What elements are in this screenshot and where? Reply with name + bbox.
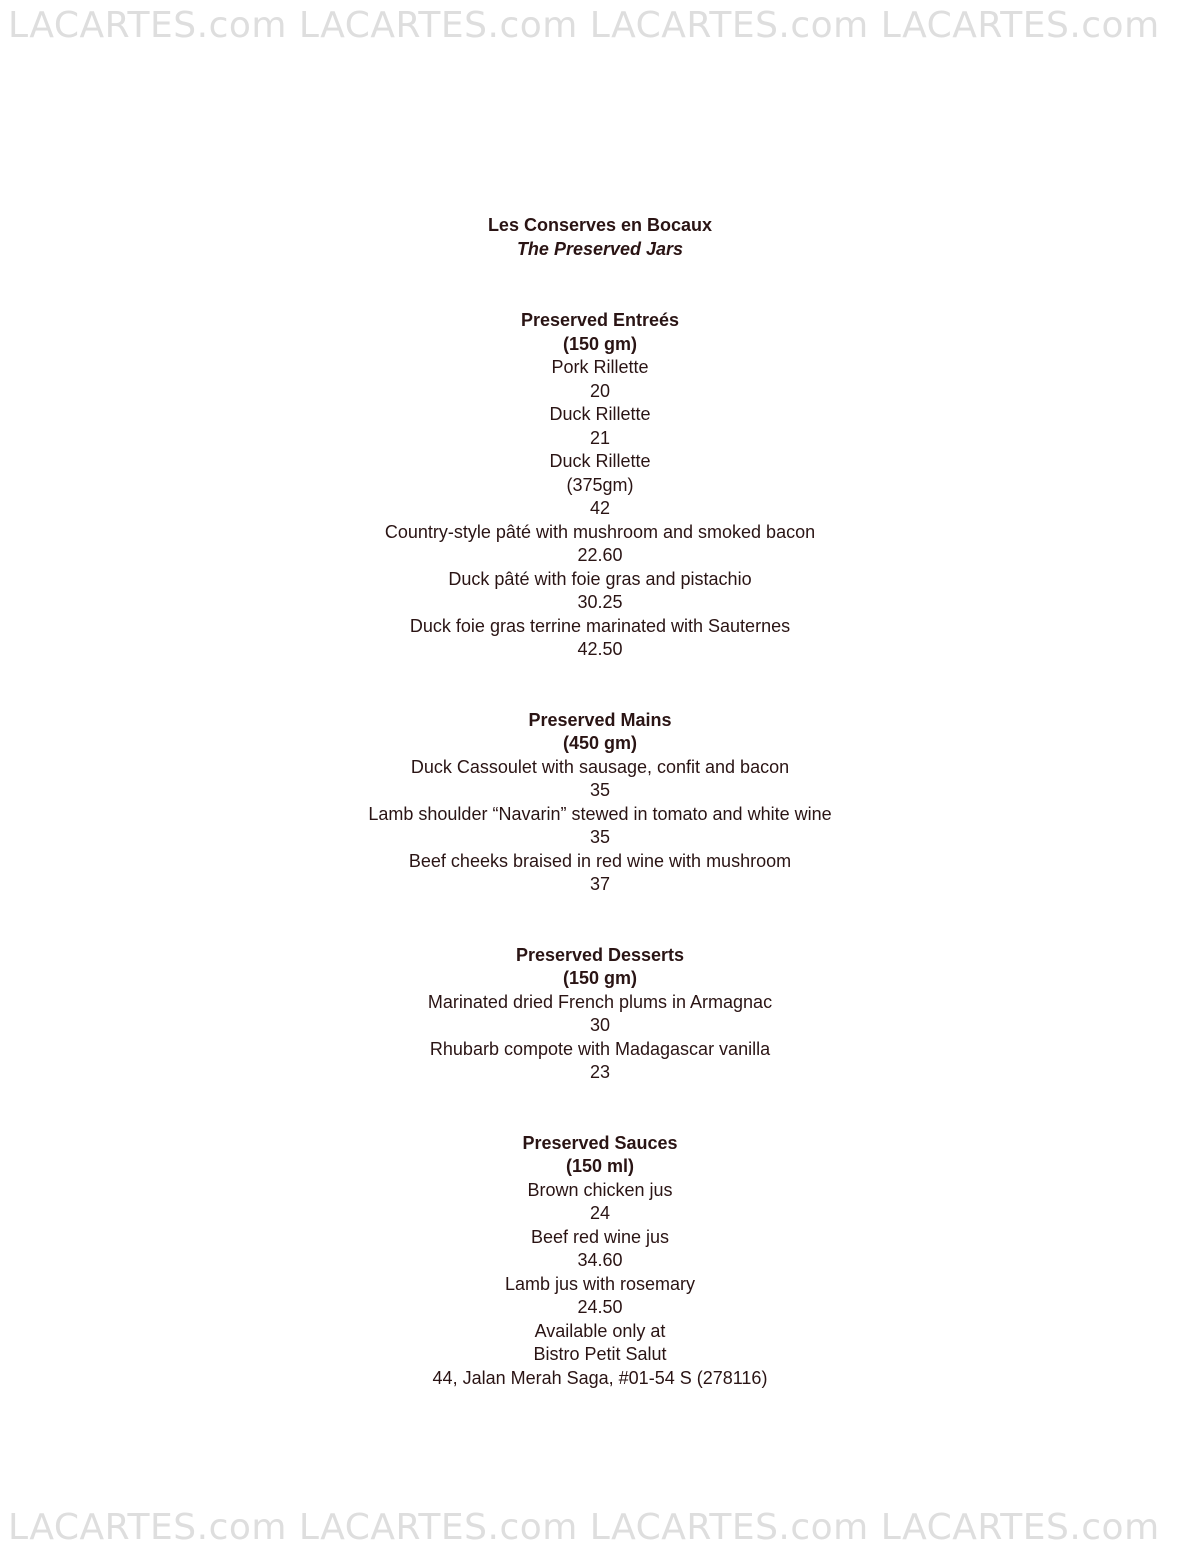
menu-item-line: Pork Rillette bbox=[551, 357, 649, 377]
section-portion-size: (150 gm) bbox=[562, 968, 638, 988]
menu-subtitle: The Preserved Jars bbox=[516, 238, 684, 259]
section-portion-size: (150 gm) bbox=[562, 333, 638, 354]
menu-section bbox=[0, 709, 1200, 897]
menu-item-line: 20 bbox=[589, 380, 611, 401]
menu-item-line: 35 bbox=[589, 780, 611, 800]
section-title: Preserved Desserts bbox=[515, 944, 685, 965]
menu-section bbox=[0, 309, 1200, 662]
menu-item-line: Beef red wine jus bbox=[530, 1226, 670, 1247]
menu-item-line: 23 bbox=[589, 1062, 611, 1082]
menu-title: Les Conserves en Bocaux bbox=[487, 215, 713, 235]
restaurant-name: Bistro Petit Salut bbox=[533, 1344, 667, 1364]
menu-item-line: 37 bbox=[589, 874, 611, 894]
menu-item-line: Lamb jus with rosemary bbox=[504, 1273, 696, 1294]
menu-item-line: Duck Rillette bbox=[549, 451, 651, 471]
menu-item-line: (375gm) bbox=[566, 474, 634, 495]
section-title: Preserved Entreés bbox=[520, 310, 680, 330]
menu-page bbox=[0, 214, 1200, 1390]
menu-item-line: 35 bbox=[589, 827, 611, 847]
menu-item-line: Duck Cassoulet with sausage, confit and bacon bbox=[410, 756, 790, 777]
menu-item-line: Marinated dried French plums in Armagnac bbox=[427, 991, 773, 1012]
section-title: Preserved Sauces bbox=[522, 1132, 678, 1153]
menu-item-line: Brown chicken jus bbox=[527, 1179, 673, 1200]
menu-item-line: 21 bbox=[589, 427, 611, 448]
section-portion-size: (450 gm) bbox=[562, 733, 638, 753]
menu-section bbox=[0, 1132, 1200, 1320]
menu-item-line: 42.50 bbox=[577, 639, 623, 659]
menu-item-line: 30.25 bbox=[577, 592, 623, 612]
menu-item-line: Duck foie gras terrine marinated with Sauternes bbox=[409, 615, 791, 636]
menu-item-line: Rhubarb compote with Madagascar vanilla bbox=[429, 1038, 771, 1059]
section-title: Preserved Mains bbox=[528, 709, 672, 730]
section-portion-size: (150 ml) bbox=[565, 1156, 635, 1176]
restaurant-address: 44, Jalan Merah Saga, #01-54 S (278116) bbox=[432, 1367, 768, 1388]
menu-item-line: 22.60 bbox=[577, 545, 623, 565]
menu-item-line: 24.50 bbox=[577, 1297, 623, 1317]
menu-sections bbox=[0, 309, 1200, 1320]
menu-item-line: Duck Rillette bbox=[549, 404, 651, 424]
menu-item-line: Duck pâté with foie gras and pistachio bbox=[448, 568, 752, 589]
menu-item-line: 34.60 bbox=[577, 1250, 623, 1270]
availability-note: Available only at bbox=[534, 1320, 666, 1341]
watermark-bottom: LACARTES.com LACARTES.com LACARTES.com LACARTES.com bbox=[8, 1508, 1160, 1548]
menu-item-line: 30 bbox=[589, 1015, 611, 1035]
watermark-top: LACARTES.com LACARTES.com LACARTES.com LACARTES.com bbox=[8, 6, 1160, 46]
menu-item-line: Lamb shoulder “Navarin” stewed in tomato and white wine bbox=[368, 803, 832, 824]
menu-item-line: 24 bbox=[589, 1203, 611, 1223]
menu-item-line: Beef cheeks braised in red wine with mushroom bbox=[408, 850, 792, 871]
menu-item-line: Country-style pâté with mushroom and smoked bacon bbox=[384, 521, 816, 542]
menu-section bbox=[0, 944, 1200, 1085]
menu-item-line: 42 bbox=[589, 498, 611, 518]
